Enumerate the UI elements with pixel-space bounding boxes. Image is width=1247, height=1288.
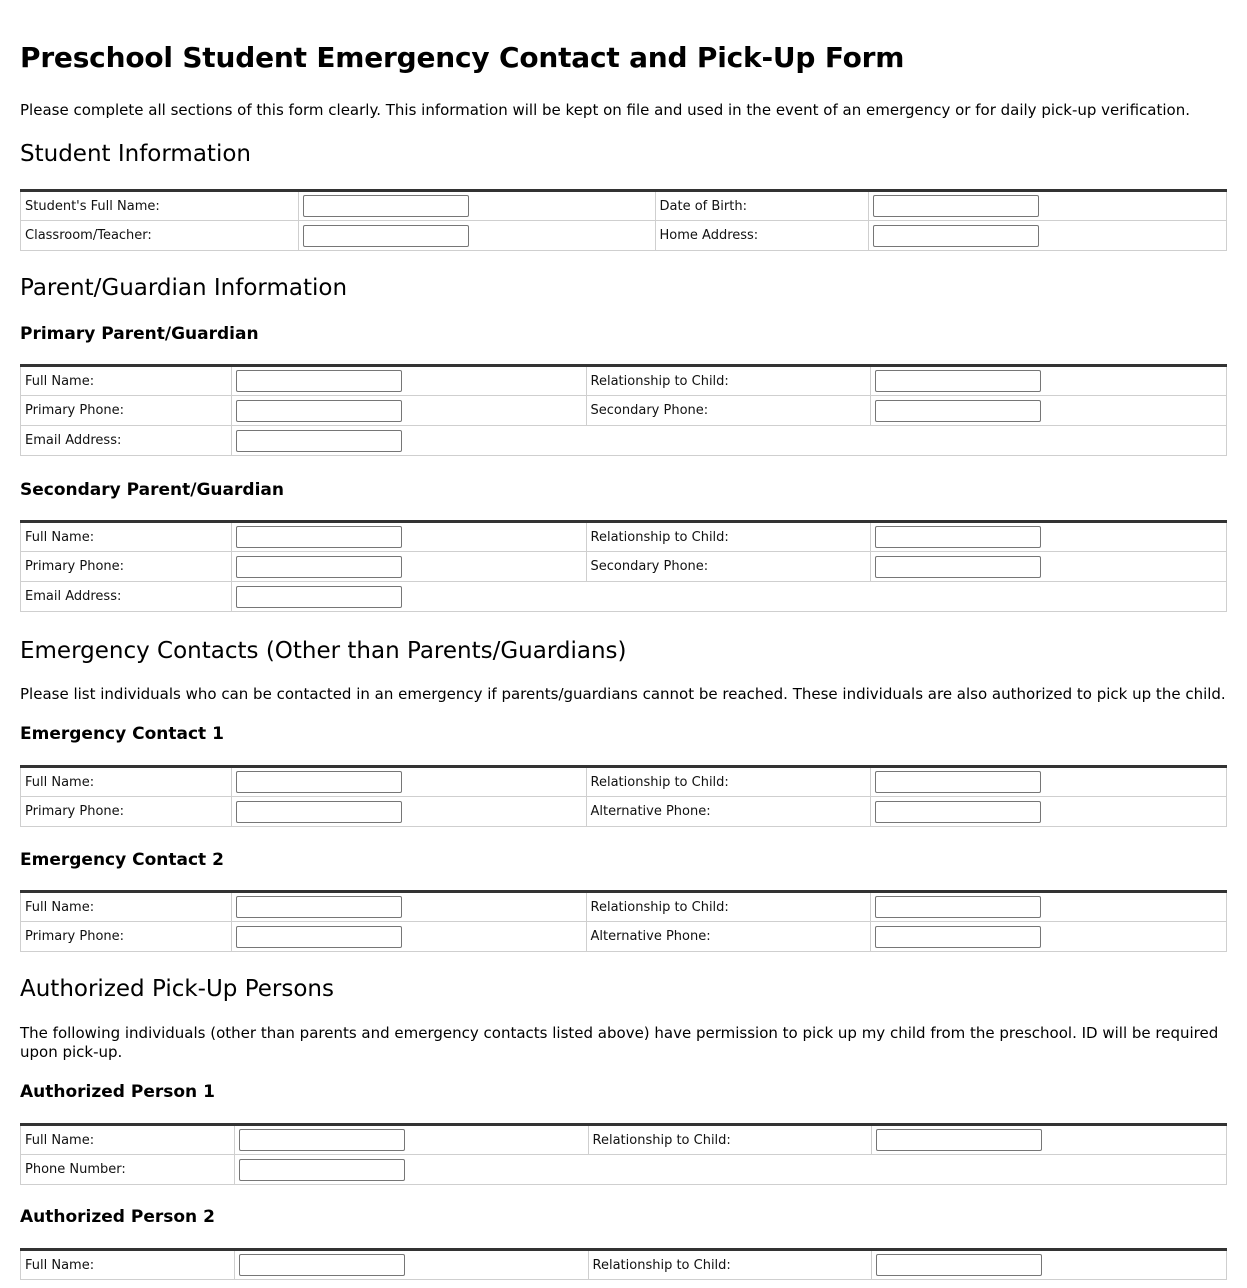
- pickup-intro-text: The following individuals (other than parents and emergency contacts listed above) have permission to pick up my child from the preschool. ID will be required upon pick-up.: [20, 1024, 1219, 1061]
- table-row: [21, 221, 1227, 251]
- primary-guardian-secondary-phone-label: Secondary Phone:: [586, 396, 871, 426]
- table-row: [21, 582, 1227, 612]
- table-row: [21, 767, 1227, 797]
- ec1-phone-label: Primary Phone:: [21, 797, 232, 827]
- table-row: [21, 396, 1227, 426]
- secondary-guardian-relationship-label: Relationship to Child:: [586, 522, 871, 552]
- table-row: [21, 552, 1227, 582]
- ap2-relationship-label: Relationship to Child:: [588, 1250, 872, 1280]
- secondary-guardian-name-input[interactable]: [236, 526, 402, 548]
- authorized-person-2-table: [20, 1248, 1227, 1280]
- primary-guardian-secondary-phone-input[interactable]: [875, 400, 1041, 422]
- table-row: [21, 1155, 1227, 1185]
- secondary-guardian-secondary-phone-label: Secondary Phone:: [586, 552, 871, 582]
- ec1-phone-input[interactable]: [236, 801, 402, 823]
- ap1-phone-input[interactable]: [239, 1159, 405, 1181]
- ap1-name-label: Full Name:: [21, 1125, 235, 1155]
- primary-guardian-email-input[interactable]: [236, 430, 402, 452]
- ap1-name-input[interactable]: [239, 1129, 405, 1151]
- ec1-relationship-label: Relationship to Child:: [586, 767, 871, 797]
- student-name-label: Student's Full Name:: [21, 191, 299, 221]
- authorized-person-2-heading: Authorized Person 2: [20, 1207, 215, 1227]
- primary-guardian-table: [20, 364, 1227, 456]
- emergency-section-heading: Emergency Contacts (Other than Parents/Guardians): [20, 638, 627, 664]
- table-row: [21, 922, 1227, 952]
- pickup-section-heading: Authorized Pick-Up Persons: [20, 976, 334, 1002]
- secondary-guardian-table: [20, 520, 1227, 612]
- ec1-relationship-input[interactable]: [875, 771, 1041, 793]
- ec1-alt-phone-label: Alternative Phone:: [586, 797, 871, 827]
- ec1-alt-phone-input[interactable]: [875, 801, 1041, 823]
- ec2-phone-label: Primary Phone:: [21, 922, 232, 952]
- ap2-relationship-input[interactable]: [876, 1254, 1042, 1276]
- primary-guardian-relationship-label: Relationship to Child:: [586, 366, 871, 396]
- home-address-input[interactable]: [873, 225, 1039, 247]
- classroom-label: Classroom/Teacher:: [21, 221, 299, 251]
- secondary-guardian-heading: Secondary Parent/Guardian: [20, 480, 284, 500]
- secondary-guardian-phone-input[interactable]: [236, 556, 402, 578]
- table-row: [21, 426, 1227, 456]
- secondary-guardian-secondary-phone-input[interactable]: [875, 556, 1041, 578]
- secondary-guardian-phone-label: Primary Phone:: [21, 552, 232, 582]
- primary-guardian-email-label: Email Address:: [21, 426, 232, 456]
- primary-guardian-name-label: Full Name:: [21, 366, 232, 396]
- ec2-name-label: Full Name:: [21, 892, 232, 922]
- emergency-contact-2-heading: Emergency Contact 2: [20, 850, 224, 870]
- table-row: [21, 1250, 1227, 1280]
- table-row: [21, 522, 1227, 552]
- guardian-section-heading: Parent/Guardian Information: [20, 275, 348, 301]
- primary-guardian-relationship-input[interactable]: [875, 370, 1041, 392]
- ec2-phone-input[interactable]: [236, 926, 402, 948]
- emergency-contact-2-table: [20, 890, 1227, 952]
- dob-label: Date of Birth:: [655, 191, 869, 221]
- authorized-person-1-table: [20, 1123, 1227, 1185]
- ec2-name-input[interactable]: [236, 896, 402, 918]
- secondary-guardian-email-label: Email Address:: [21, 582, 232, 612]
- student-section-heading: Student Information: [20, 141, 251, 167]
- emergency-contact-1-table: [20, 765, 1227, 827]
- table-row: [21, 892, 1227, 922]
- table-row: [21, 366, 1227, 396]
- ap2-name-input[interactable]: [239, 1254, 405, 1276]
- primary-guardian-heading: Primary Parent/Guardian: [20, 324, 259, 344]
- primary-guardian-name-input[interactable]: [236, 370, 402, 392]
- home-address-label: Home Address:: [655, 221, 869, 251]
- authorized-person-1-heading: Authorized Person 1: [20, 1082, 215, 1102]
- ap2-name-label: Full Name:: [21, 1250, 235, 1280]
- ec2-alt-phone-label: Alternative Phone:: [586, 922, 871, 952]
- ap1-phone-label: Phone Number:: [21, 1155, 235, 1185]
- intro-text: Please complete all sections of this form clearly. This information will be kept on file and used in the event of an emergency or for daily pick-up verification.: [20, 101, 1190, 119]
- secondary-guardian-email-input[interactable]: [236, 586, 402, 608]
- table-row: [21, 797, 1227, 827]
- ec2-alt-phone-input[interactable]: [875, 926, 1041, 948]
- page-title: Preschool Student Emergency Contact and Pick-Up Form: [20, 41, 905, 74]
- dob-input[interactable]: [873, 195, 1039, 217]
- ec1-name-label: Full Name:: [21, 767, 232, 797]
- emergency-contact-1-heading: Emergency Contact 1: [20, 724, 224, 744]
- student-name-input[interactable]: [303, 195, 469, 217]
- secondary-guardian-relationship-input[interactable]: [875, 526, 1041, 548]
- table-row: [21, 191, 1227, 221]
- primary-guardian-phone-label: Primary Phone:: [21, 396, 232, 426]
- secondary-guardian-name-label: Full Name:: [21, 522, 232, 552]
- emergency-intro-text: Please list individuals who can be contacted in an emergency if parents/guardians cannot be reached. These individuals are also authorized to pick up the child.: [20, 685, 1226, 703]
- ec2-relationship-label: Relationship to Child:: [586, 892, 871, 922]
- ec1-name-input[interactable]: [236, 771, 402, 793]
- classroom-input[interactable]: [303, 225, 469, 247]
- ec2-relationship-input[interactable]: [875, 896, 1041, 918]
- ap1-relationship-label: Relationship to Child:: [588, 1125, 872, 1155]
- primary-guardian-phone-input[interactable]: [236, 400, 402, 422]
- table-row: [21, 1125, 1227, 1155]
- student-info-table: [20, 189, 1227, 251]
- ap1-relationship-input[interactable]: [876, 1129, 1042, 1151]
